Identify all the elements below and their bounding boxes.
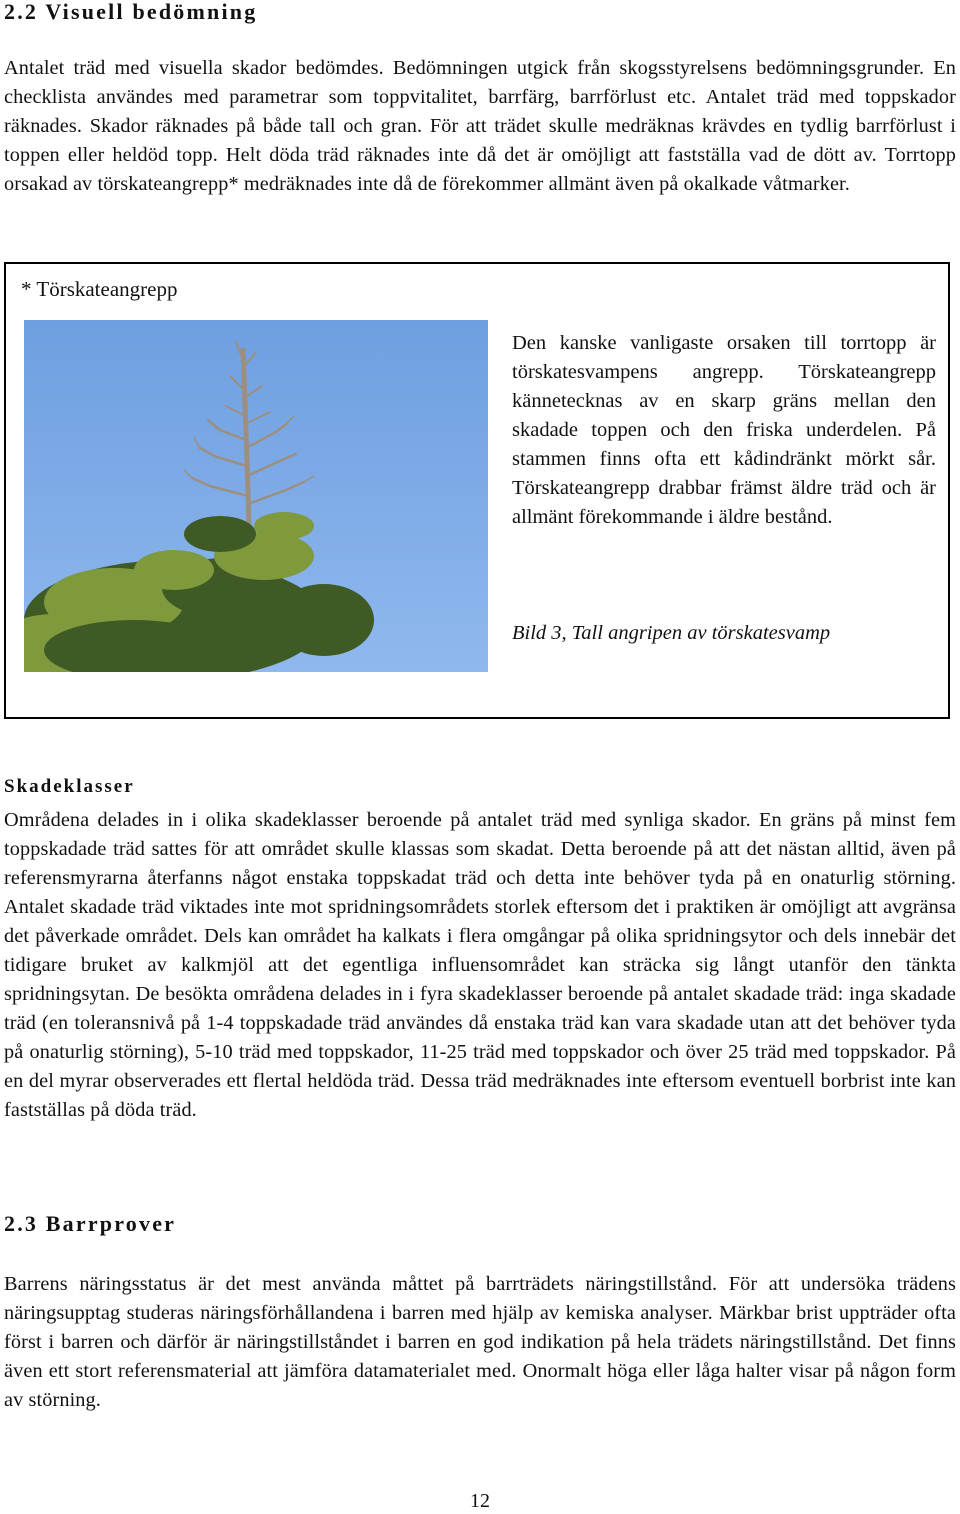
tree-photo — [24, 320, 488, 672]
subheading-skadeklasser: Skadeklasser — [4, 776, 135, 797]
section-heading-2-2: 2.2 Visuell bedömning — [4, 0, 258, 24]
paragraph-barrprover: Barrens näringsstatus är det mest använda måttet på barrträdets näringstillstånd. För att undersöka trädens näringsupptag studeras näringsförhållandena i barren med hjälp av kemiska analyser. Märkbar brist uppträder ofta först i barren och därför är näringstillståndet i barren en god indikation på hela trädets näringstillstånd. Det finns även ett stort referensmaterial att jämföra datamaterialet med. Onormalt höga eller låga halter visar på någon form av störning. — [4, 1273, 956, 1411]
photo-caption: Bild 3, Tall angripen av törskatesvamp — [512, 622, 831, 644]
infobox-torskateangrepp — [4, 262, 950, 719]
pine-tree-image — [24, 320, 488, 672]
paragraph-skadeklasser: Områdena delades in i olika skadeklasser beroende på antalet träd med synliga skador. En gräns på minst fem toppskadade träd sattes för att området skulle klassas som skadat. Detta beroende på att det nästan alltid, även på referensmyrarna återfanns något enstaka toppskadat träd och detta inte behöver tyda på en onaturlig störning. Antalet skadade träd viktades inte mot spridningsområdets storlek eftersom det i praktiken är omöjligt att avgränsa det påverkade området. Dels kan området ha kalkats i flera omgångar på olika spridningsytor och dels innebär det tidigare bruket av kalkmjöl att det egentliga influensområdet kan sträcka sig långt utanför den tänkta spridningsytan. De besökta områdena delades in i fyra skadeklasser beroende på antalet skadade träd: inga skadade träd (en toleransnivå på 1-4 toppskadade träd användes då enstaka träd kan vara skadade utan att det behöver tyda på onaturlig störning), 5-10 träd med toppskador, 11-25 träd med toppskador och över 25 träd med toppskador. På en del myrar observerades ett flertal heldöda träd. Dessa träd medräknades inte eftersom eventuell borbrist inte kan fastställas på döda träd. — [4, 809, 956, 1121]
infobox-title: * Törskateangrepp — [21, 277, 178, 301]
section-heading-2-3: 2.3 Barrprover — [4, 1211, 177, 1236]
paragraph-visuell-bedomning: Antalet träd med visuella skador bedömdes. Bedömningen utgick från skogsstyrelsens bedömningsgrunder. En checklista användes med parametrar som toppvitalitet, barrfärg, barrförlust etc. Antalet träd med toppskador räknades. Skador räknades på både tall och gran. För att trädet skulle medräknas krävdes en tydlig barrförlust i toppen eller heldöd topp. Helt döda träd räknades inte då det är omöjligt att fastställa vad de dött av. Torrtopp orsakad av törskateangrepp* medräknades inte då de förekommer allmänt även på okalkade våtmarker. — [4, 57, 956, 195]
infobox-text: Den kanske vanligaste orsaken till torrtopp är törskatesvampens angrepp. Törskateangrepp kännetecknas av en skarp gräns mellan den skadade toppen och den friska underdelen. På stammen finns ofta ett kådindränkt mörkt sår. Törskateangrepp drabbar främst äldre träd och är allmänt förekommande i äldre bestånd. — [512, 332, 936, 528]
page-number: 12 — [470, 1490, 490, 1512]
